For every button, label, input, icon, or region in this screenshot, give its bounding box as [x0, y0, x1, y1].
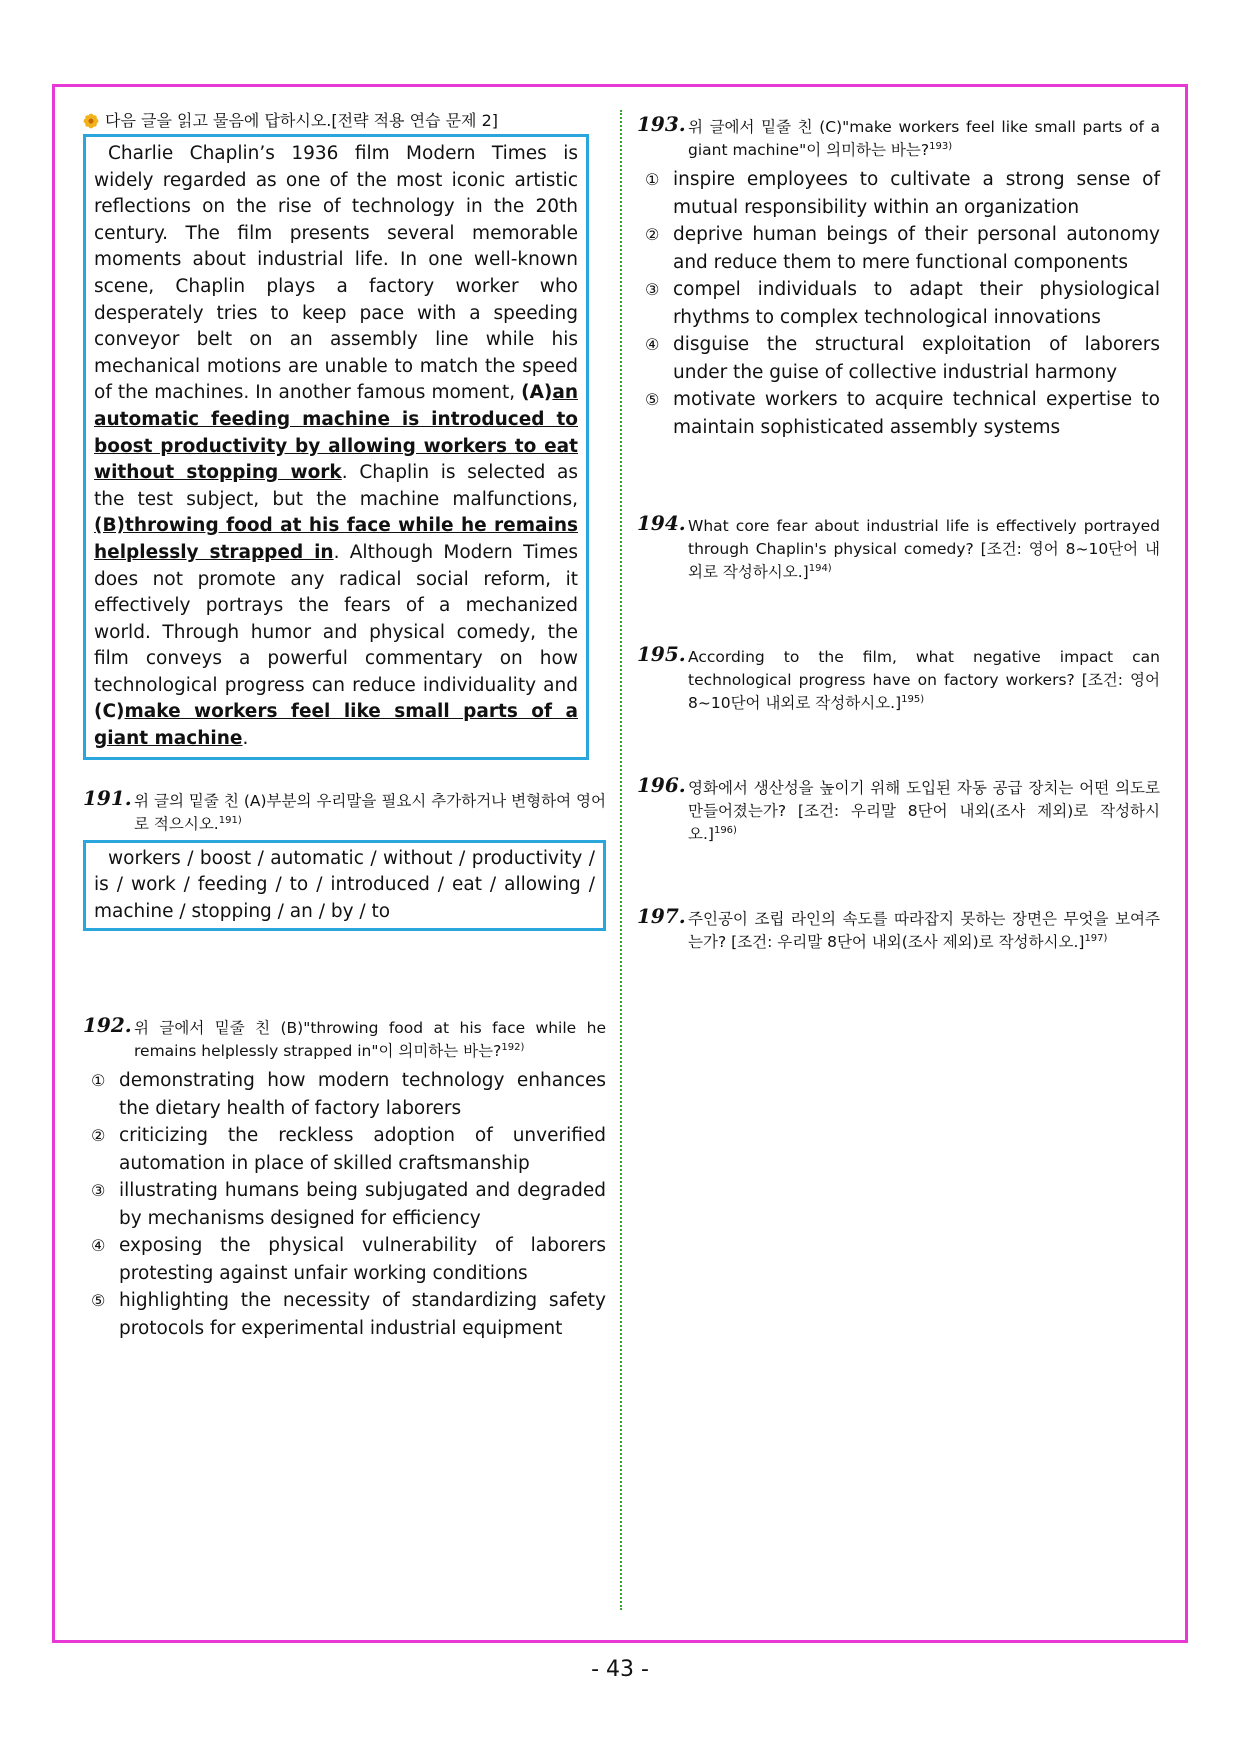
- footnote-ref: 193): [929, 140, 953, 152]
- footnote-ref: 192): [501, 1042, 525, 1054]
- passage-c-underline: make workers feel like small parts of a giant machine: [94, 701, 578, 750]
- option-text: deprive human beings of their personal autonomy and reduce them to mere functional components: [673, 224, 1160, 273]
- option-text: illustrating humans being subjugated and degraded by mechanisms designed for efficiency: [119, 1180, 606, 1229]
- right-column: [637, 112, 1160, 954]
- question-192-header: [83, 1013, 606, 1063]
- option-text: criticizing the reckless adoption of unverified automation in place of skilled craftsmanship: [119, 1125, 606, 1174]
- question-text: 영화에서 생산성을 높이기 위해 도입된 자동 공급 장치는 어떤 의도로 만들어졌는가? [조건: 우리말 8단어 내외(조사 제외)로 작성하시오.]: [688, 779, 1160, 843]
- question-text: According to the film, what negative impact can technological progress have on factory workers? [조건: 영어 8~10단어 내외로 작성하시오.]: [688, 648, 1160, 712]
- question-191-header: [83, 785, 606, 836]
- question-number: 193.: [637, 112, 686, 136]
- option-marker: ①: [645, 170, 660, 189]
- options-193: [637, 166, 1160, 441]
- question-number: 191.: [83, 785, 132, 810]
- option-2[interactable]: [645, 221, 1160, 276]
- question-195-header: [637, 642, 1160, 715]
- option-3[interactable]: [645, 276, 1160, 331]
- question-text: 위 글에서 밑줄 친 (B)"throwing food at his face while he remains helplessly strapped in"이 의미하는 바는?: [134, 1019, 606, 1061]
- option-1[interactable]: [645, 166, 1160, 221]
- option-text: highlighting the necessity of standardizing safety protocols for experimental industrial equipment: [119, 1290, 606, 1339]
- option-marker: ②: [91, 1126, 106, 1146]
- question-number: 196.: [637, 773, 686, 797]
- option-marker: ③: [645, 280, 660, 299]
- instruction: [83, 108, 606, 134]
- question-number: 192.: [83, 1013, 132, 1038]
- question-number: 194.: [637, 511, 686, 535]
- passage-part1: Charlie Chaplin’s 1936 film Modern Times is widely regarded as one of the most iconic artistic reflections on the rise of technology in the 20th century. The film presents several memorable moments about industrial life. In one well-known scene, Chaplin plays a factory worker who desperately tries to keep pace with a speeding conveyor belt on an assembly line while his mechanical motions are unable to match the speed of the machines. In another famous moment,: [94, 143, 578, 404]
- option-marker: ⑤: [91, 1291, 106, 1311]
- question-196-header: [637, 773, 1160, 846]
- passage-box: [83, 134, 589, 760]
- question-194-header: [637, 511, 1160, 584]
- passage-b-underline: (B)throwing food at his face while he remains helplessly strapped in: [94, 515, 578, 563]
- page-number: - 43 -: [591, 1657, 649, 1682]
- instruction-text: 다음 글을 읽고 물음에 답하시오.[전략 적용 연습 문제 2]: [105, 111, 499, 130]
- option-marker: ④: [91, 1236, 106, 1256]
- left-column: [83, 108, 606, 1342]
- option-marker: ④: [645, 335, 660, 354]
- question-text: What core fear about industrial life is effectively portrayed through Chaplin's physical comedy? [조건: 영어 8~10단어 내외로 작성하시오.]: [688, 517, 1160, 581]
- option-text: motivate workers to acquire technical expertise to maintain sophisticated assembly systems: [673, 389, 1160, 438]
- options-192: [83, 1067, 606, 1342]
- passage-c-label: (C): [94, 701, 125, 723]
- question-text: 위 글의 밑줄 친 (A)부분의 우리말을 필요시 추가하거나 변형하여 영어로 적으시오.: [134, 791, 606, 833]
- passage-a-underline: an automatic feeding machine is introduced to boost productivity by allowing workers to eat without stopping work: [94, 382, 578, 484]
- question-193-header: [637, 112, 1160, 162]
- footnote-ref: 196): [713, 824, 737, 836]
- option-text: exposing the physical vulnerability of laborers protesting against unfair working conditions: [119, 1235, 606, 1284]
- passage-part3: . Although Modern Times does not promote any radical social reform, it effectively portrays the fears of a mechanized world. Through humor and physical comedy, the film conveys a powerful commentary on how technological progress can reduce individuality and: [94, 541, 578, 696]
- footnote-ref: 195): [901, 693, 925, 705]
- question-text: 위 글에서 밑줄 친 (C)"make workers feel like small parts of a giant machine"이 의미하는 바는?: [688, 118, 1160, 159]
- passage-part4: .: [242, 728, 249, 750]
- option-text: disguise the structural exploitation of laborers under the guise of collective industrial harmony: [673, 334, 1160, 383]
- option-4[interactable]: [645, 331, 1160, 386]
- word-box: [83, 840, 606, 932]
- question-text: 주인공이 조립 라인의 속도를 따라잡지 못하는 장면은 무엇을 보여주는가? [조건: 우리말 8단어 내외(조사 제외)로 작성하시오.]: [688, 910, 1160, 951]
- question-195: [637, 642, 1160, 715]
- footnote-ref: 197): [1084, 932, 1108, 944]
- word-list: workers / boost / automatic / without / productivity / is / work / feeding / to / introduced / eat / allowing / machine / stopping / an / by / to: [94, 847, 595, 922]
- question-193: [637, 112, 1160, 441]
- flower-icon: [83, 113, 99, 129]
- option-marker: ⑤: [645, 390, 660, 409]
- option-3[interactable]: [91, 1177, 606, 1232]
- option-5[interactable]: [91, 1287, 606, 1342]
- option-text: compel individuals to adapt their physiological rhythms to complex technological innovations: [673, 279, 1160, 328]
- option-marker: ②: [645, 225, 660, 244]
- passage-part2: . Chaplin is selected as the test subject, but the machine malfunctions,: [94, 462, 578, 510]
- option-1[interactable]: [91, 1067, 606, 1122]
- question-197-header: [637, 904, 1160, 954]
- passage-text: [94, 141, 578, 753]
- option-marker: ③: [91, 1181, 106, 1201]
- option-4[interactable]: [91, 1232, 606, 1287]
- option-text: demonstrating how modern technology enhances the dietary health of factory laborers: [119, 1070, 606, 1119]
- passage-a-label: (A): [521, 382, 553, 404]
- question-191: [83, 785, 606, 932]
- question-number: 195.: [637, 642, 686, 666]
- option-marker: ①: [91, 1071, 106, 1091]
- question-194: [637, 511, 1160, 584]
- footnote-ref: 194): [808, 562, 832, 574]
- footnote-ref: 191): [218, 814, 242, 826]
- option-5[interactable]: [645, 386, 1160, 441]
- option-text: inspire employees to cultivate a strong sense of mutual responsibility within an organization: [673, 169, 1160, 218]
- column-divider: [620, 110, 622, 1610]
- question-197: [637, 904, 1160, 954]
- option-2[interactable]: [91, 1122, 606, 1177]
- question-196: [637, 773, 1160, 846]
- question-192: [83, 1013, 606, 1342]
- question-number: 197.: [637, 904, 686, 928]
